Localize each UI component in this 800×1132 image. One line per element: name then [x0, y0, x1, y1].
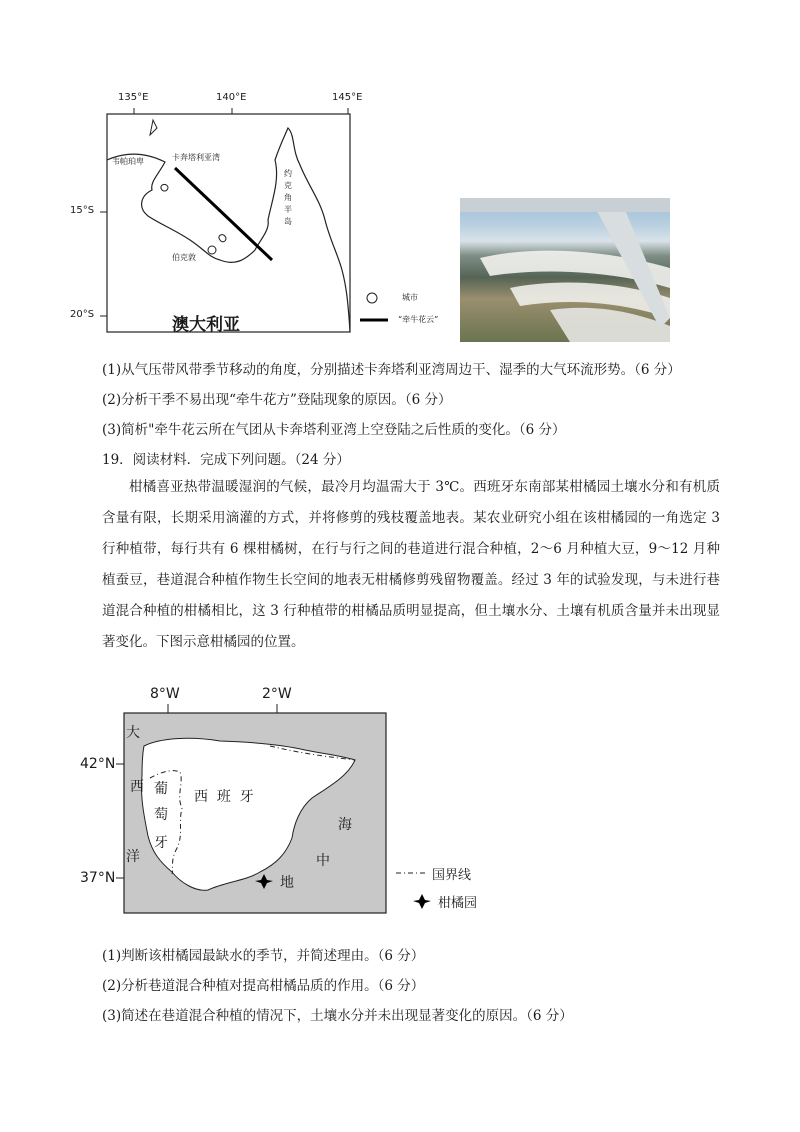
- spain-label: 西 班 牙: [194, 789, 254, 805]
- lat-label-20s: 20°S: [70, 309, 95, 320]
- atlantic-1: 大: [126, 725, 140, 741]
- lon-label-140: 140°E: [216, 92, 247, 103]
- portugal-3: 牙: [154, 835, 168, 851]
- lon-label-2w: 2°W: [262, 686, 292, 702]
- morning-glory-cloud-photo: [460, 198, 670, 342]
- q18-1: (1)从气压带风带季节移动的角度，分别描述卡奔塔利亚湾周边干、湿季的大气环流形势。（6 分）: [102, 362, 681, 378]
- atlantic-2: 西: [130, 779, 144, 795]
- map1-legend: [360, 290, 470, 330]
- lat-label-42n: 42°N: [80, 756, 116, 772]
- q19-material: 柑橘喜亚热带温暖湿润的气候，最冷月均温需大于 3℃。西班牙东南部某柑橘园土壤水分和有机质含量有限，长期采用滴灌的方式，并将修剪的残枝覆盖地表。某农业研究小组在该柑橘园的一角选定 3 行种植带，每行共有 6 棵柑橘树，在行与行之间的巷道进行混合种植，2～6 月种植大豆，9～12 月种植蚕豆，巷道混合种植作物生长空间的地表无柑橘修剪残留物覆盖。经过 3 年的试验发现，与未进行巷道混合种植的柑橘相比，这 3 行种植带的柑橘品质明显提高，但土壤水分、土壤有机质含量并未出现显著变化。下图示意柑橘园的位置。: [102, 479, 720, 650]
- lat-label-37n: 37°N: [80, 870, 116, 886]
- lon-label-8w: 8°W: [150, 686, 180, 702]
- lat-label-15s: 15°S: [70, 205, 95, 216]
- q19-title: 19．阅读材料．完成下列问题。（24 分）: [102, 452, 350, 468]
- med-3: 地: [280, 875, 294, 891]
- portugal-2: 萄: [154, 807, 168, 823]
- place-burketown: 伯克敦: [172, 253, 196, 262]
- q18-3: (3)简析"牵牛花云所在气团从卡奔塔利亚湾上空登陆之后性质的变化。（6 分）: [102, 422, 566, 438]
- atlantic-3: 洋: [126, 849, 140, 865]
- q18-2: (2)分析干季不易出现“牵牛花方”登陆现象的原因。（6 分）: [102, 392, 452, 408]
- q19-1: (1)判断该柑橘园最缺水的季节，并简述理由。（6 分）: [102, 948, 425, 964]
- map-carpentaria: [70, 90, 380, 335]
- q19-3: (3)简述在巷道混合种植的情况下，土壤水分并未出现显著变化的原因。（6 分）: [102, 1008, 573, 1024]
- place-cape-york: 约克角半岛: [284, 169, 292, 226]
- q19-2: (2)分析巷道混合种植对提高柑橘品质的作用。（6 分）: [102, 978, 425, 994]
- country-label: 澳大利亚: [172, 315, 240, 335]
- med-1: 海: [338, 817, 352, 833]
- lon-label-145: 145°E: [332, 92, 363, 103]
- portugal-1: 葡: [154, 781, 168, 797]
- lon-label-135: 135°E: [118, 92, 149, 103]
- place-weipa: 韦帕珀卑: [112, 157, 144, 166]
- med-2: 中: [316, 853, 330, 869]
- legend-city: 城市: [402, 293, 418, 302]
- legend-orchard: 柑橘园: [438, 896, 478, 911]
- place-gulf: 卡奔塔利亚湾: [172, 153, 220, 162]
- legend-border: 国界线: [432, 868, 472, 883]
- map-iberia: [80, 686, 510, 922]
- legend-cloud: “牵牛花云”: [398, 315, 439, 324]
